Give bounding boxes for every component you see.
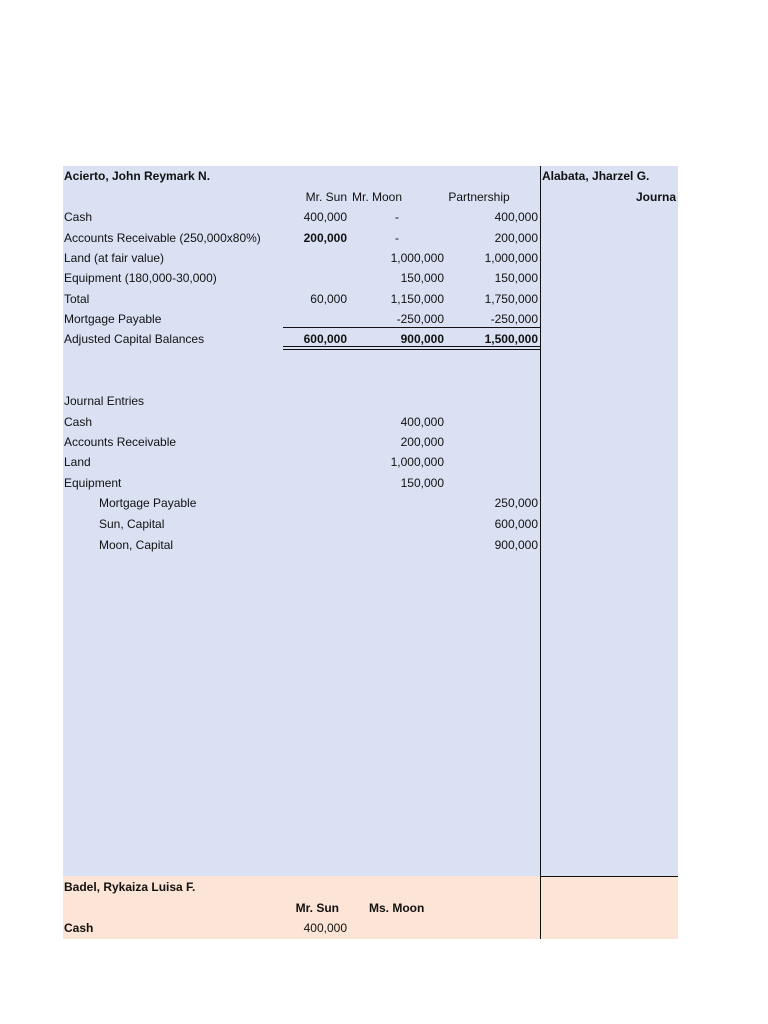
row-partnership-value: 200,000: [494, 231, 538, 245]
row-moon-value: 900,000: [400, 332, 444, 346]
row-sun-value: [283, 250, 347, 266]
row-sun-value: 60,000: [310, 292, 347, 306]
journal-account: Land: [64, 455, 91, 469]
bottom-row-sun-value: 400,000: [303, 921, 347, 935]
column-divider: [540, 166, 541, 939]
row-sun-value: 600,000: [303, 332, 347, 346]
row-sun-value: [283, 270, 347, 286]
row-partnership-value: -250,000: [490, 312, 538, 326]
row-partnership-value: 1,750,000: [484, 292, 538, 306]
row-sun-value: 200,000: [303, 231, 347, 245]
row-partnership-value: 1,000,000: [484, 251, 538, 265]
total-underline: [283, 327, 541, 328]
journal-account: Mortgage Payable: [99, 496, 197, 510]
journal-debit: 400,000: [400, 415, 444, 429]
row-label: Mortgage Payable: [64, 312, 162, 326]
row-label: Cash: [64, 210, 93, 224]
journal-debit: 150,000: [400, 476, 444, 490]
row-label: Accounts Receivable (250,000x80%): [64, 231, 261, 245]
row-moon-value: -: [395, 231, 399, 245]
student-name: Acierto, John Reymark N.: [64, 169, 211, 183]
row-moon-value: 1,000,000: [390, 251, 444, 265]
journal-title: Journal Entries: [64, 394, 145, 408]
journal-account: Sun, Capital: [99, 517, 165, 531]
row-moon-value: -: [395, 210, 399, 224]
row-label: Adjusted Capital Balances: [64, 332, 205, 346]
header-mr-sun: Mr. Sun: [305, 190, 347, 204]
row-moon-value: 1,150,000: [390, 292, 444, 306]
journal-account: Equipment: [64, 476, 122, 490]
journal-debit: 1,000,000: [390, 455, 444, 469]
row-sun-value: 400,000: [303, 210, 347, 224]
row-label: Land (at fair value): [64, 251, 165, 265]
journal-account: Cash: [64, 415, 93, 429]
bottom-row-label: Cash: [64, 921, 94, 935]
row-partnership-value: 1,500,000: [484, 332, 538, 346]
row-label: Total: [64, 292, 90, 306]
row-moon-value: 150,000: [400, 271, 444, 285]
bottom-header-ms-moon: Ms. Moon: [369, 901, 425, 915]
row-label: Equipment (180,000-30,000): [64, 271, 217, 285]
row-sun-value: [283, 311, 347, 327]
journal-heading-partial: Journa: [636, 190, 677, 204]
journal-debit: 200,000: [400, 435, 444, 449]
journal-account: Moon, Capital: [99, 538, 174, 552]
double-underline-top: [283, 346, 541, 347]
row-moon-value: -250,000: [396, 312, 444, 326]
header-mr-moon: Mr. Moon: [351, 190, 402, 204]
journal-credit: 600,000: [494, 517, 538, 531]
journal-account: Accounts Receivable: [64, 435, 177, 449]
journal-credit: 250,000: [494, 496, 538, 510]
journal-credit: 900,000: [494, 538, 538, 552]
double-underline-bottom: [283, 349, 541, 350]
third-student-name: Badel, Rykaiza Luisa F.: [64, 880, 196, 894]
header-partnership: Partnership: [448, 190, 510, 204]
bottom-header-mr-sun: Mr. Sun: [295, 901, 339, 915]
row-partnership-value: 400,000: [494, 210, 538, 224]
second-student-name: Alabata, Jharzel G.: [542, 169, 650, 183]
row-partnership-value: 150,000: [494, 271, 538, 285]
section-divider: [540, 876, 678, 877]
